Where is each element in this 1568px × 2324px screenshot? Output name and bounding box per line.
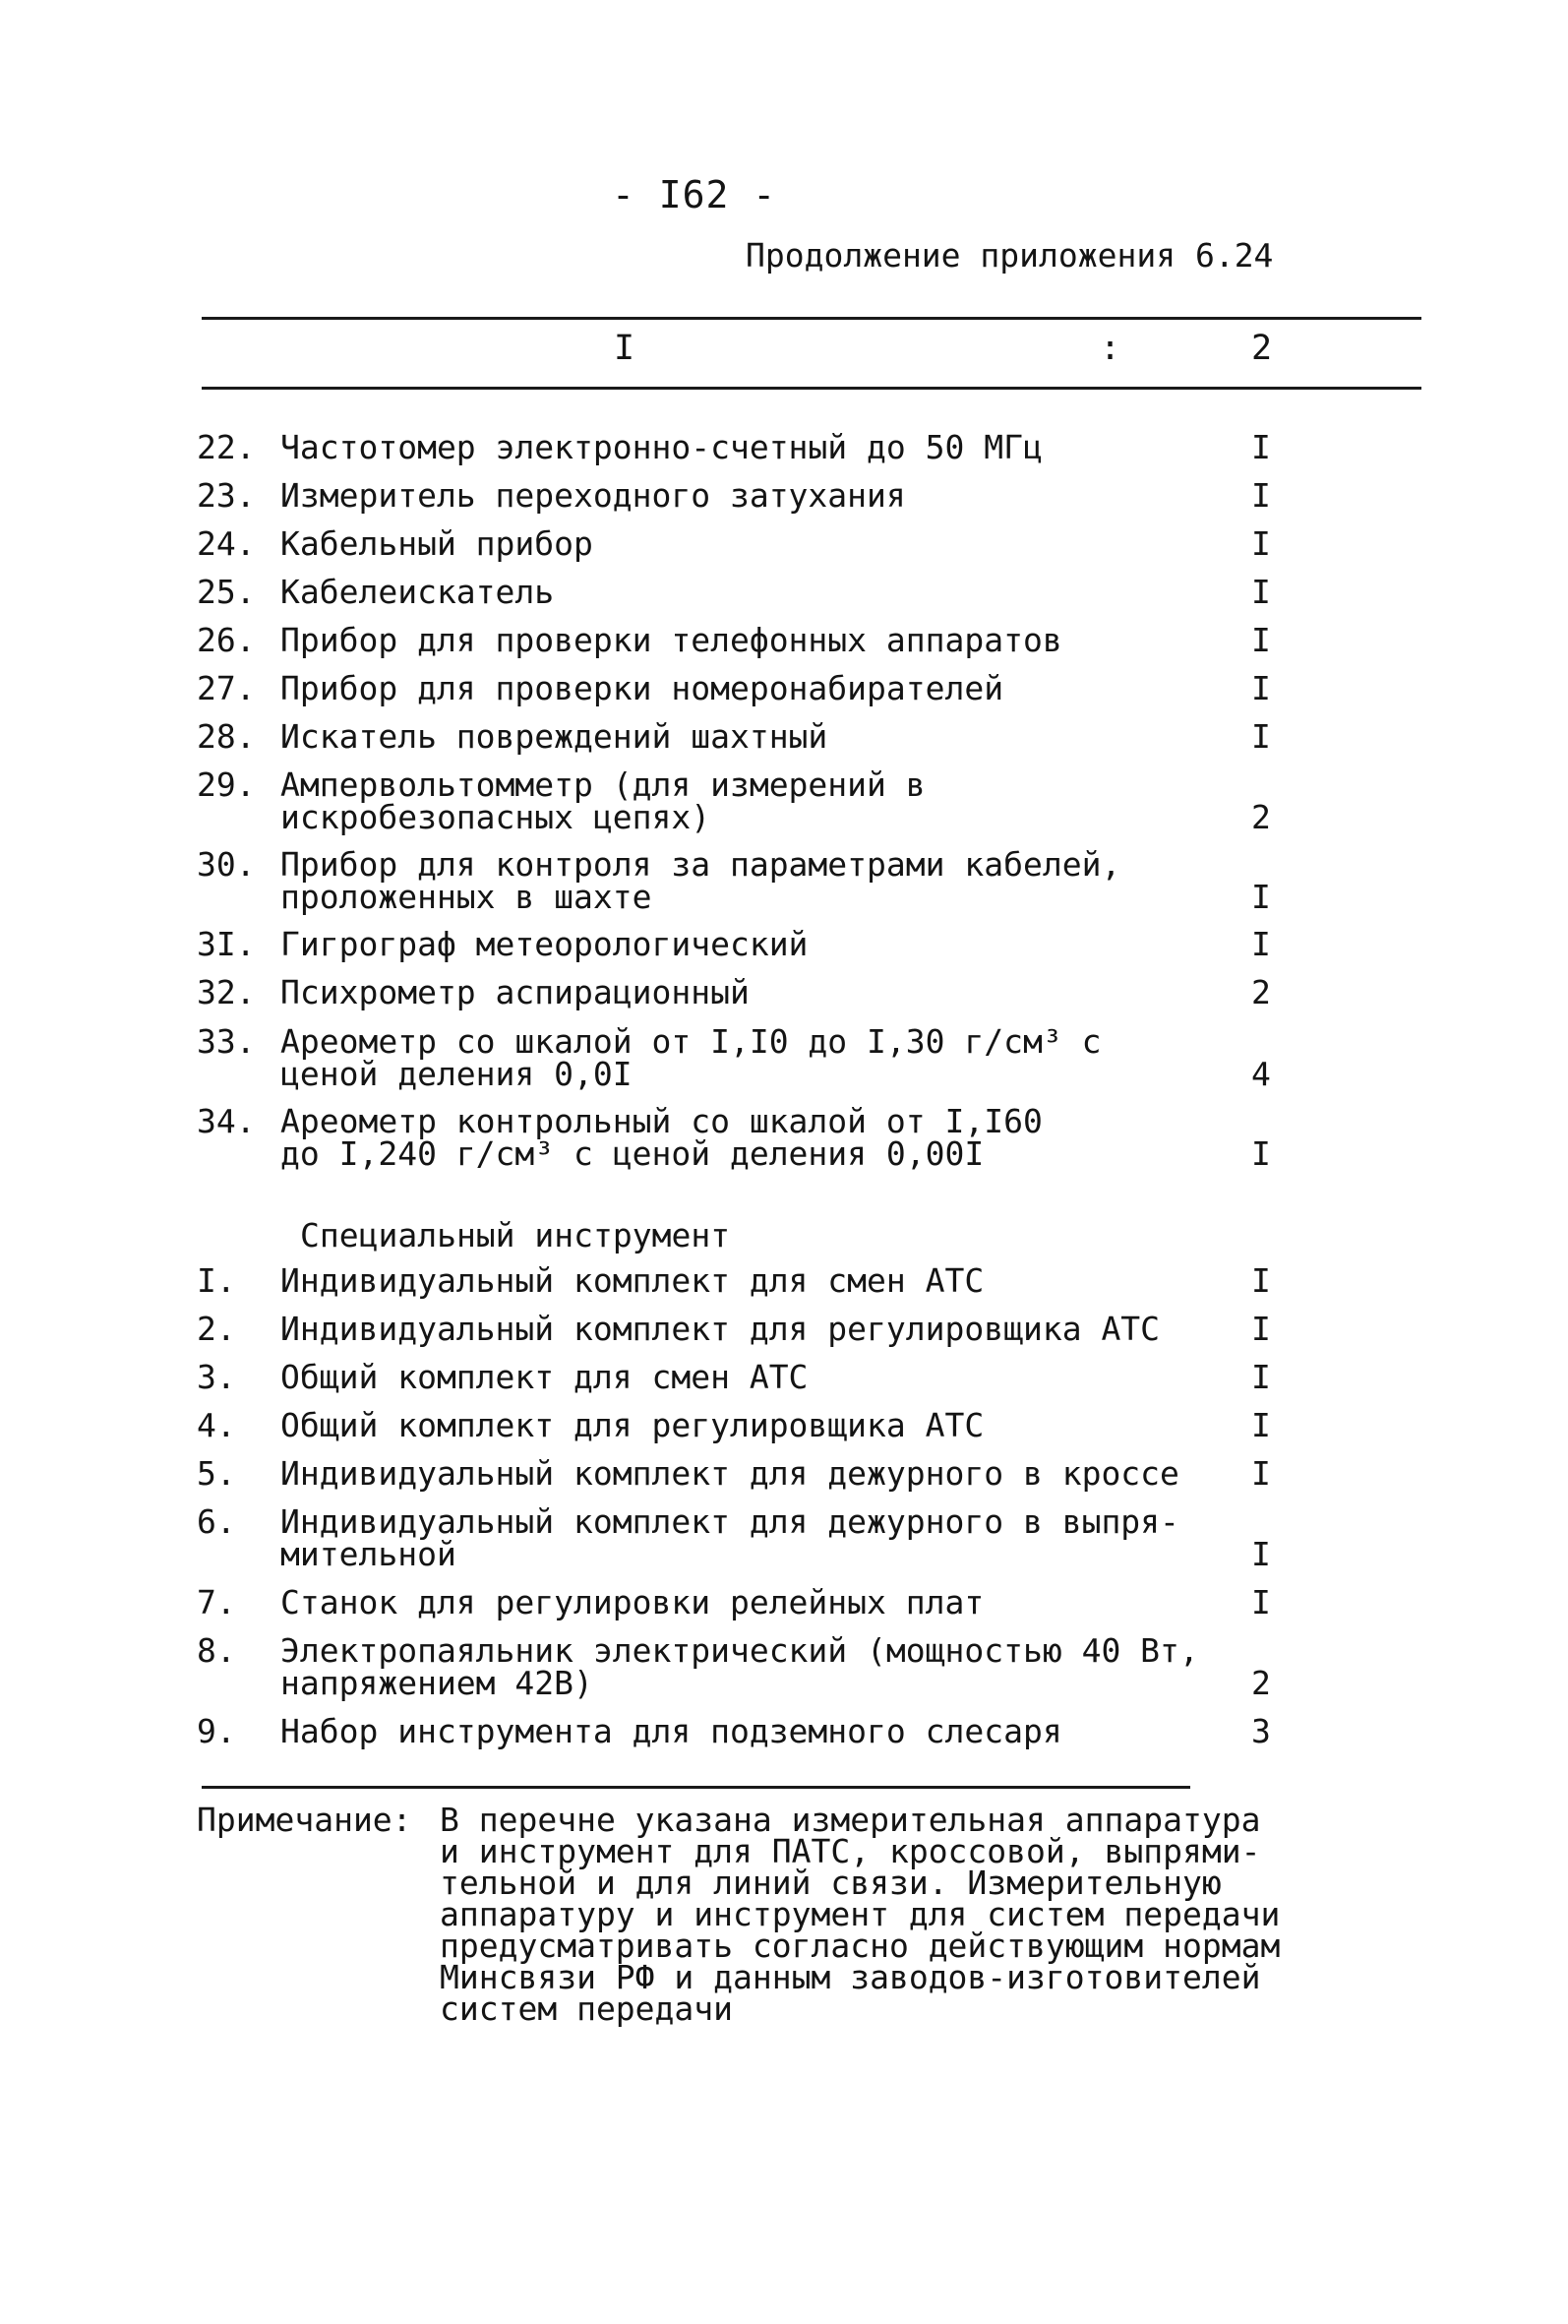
note-label: Примечание: [197, 1801, 412, 1839]
item-quantity: I [1251, 878, 1271, 916]
item-text: Ареометр со шкалой от I,I0 до I,30 г/см³ с ценой деления 0,0I [280, 1022, 1102, 1093]
item-text: Индивидуальный комплект для смен АТС [280, 1261, 985, 1300]
item-quantity: I [1251, 1406, 1271, 1444]
item-text: Станок для регулировки релейных плат [280, 1583, 985, 1621]
item-quantity: 2 [1251, 798, 1271, 836]
note-text: В перечне указана измерительная аппаратура и инструмент для ПАТС, кроссовой, выпрями- тельной и для линий связи. Измерительную аппаратуру и инструмент для систем передачи предусматривать согласно действующим нормам Минсвязи РФ и данным заводов-изготовителей систем передачи [440, 1801, 1281, 2028]
item-quantity: I [1251, 1454, 1271, 1493]
table-bottom-rule [202, 1786, 1190, 1789]
item-number: 29. [197, 765, 256, 804]
item-number: 34. [197, 1102, 256, 1140]
item-quantity: I [1251, 1358, 1271, 1396]
item-number: 24. [197, 524, 256, 563]
item-number: 7. [197, 1583, 236, 1621]
item-quantity: 3 [1251, 1712, 1271, 1750]
item-text: Индивидуальный комплект для дежурного в кроссе [280, 1454, 1179, 1493]
item-quantity: I [1251, 925, 1271, 963]
item-text: Ампервольтомметр (для измерений в искробезопасных цепях) [280, 765, 926, 836]
item-text: Прибор для контроля за параметрами кабелей, проложенных в шахте [280, 845, 1121, 916]
table-header-rule [202, 387, 1421, 390]
item-text: Искатель повреждений шахтный [280, 717, 828, 756]
item-text: Кабельный прибор [280, 524, 593, 563]
item-number: 2. [197, 1310, 236, 1348]
item-quantity: I [1251, 573, 1271, 611]
item-text: Общий комплект для смен АТС [280, 1358, 809, 1396]
item-quantity: I [1251, 1134, 1271, 1173]
item-quantity: I [1251, 717, 1271, 756]
item-number: 27. [197, 669, 256, 707]
item-text: Кабелеискатель [280, 573, 555, 611]
item-number: 23. [197, 476, 256, 515]
item-text: Индивидуальный комплект для дежурного в выпря- мительной [280, 1502, 1179, 1573]
item-quantity: I [1251, 524, 1271, 563]
item-number: 22. [197, 428, 256, 466]
item-number: 9. [197, 1712, 236, 1750]
item-quantity: I [1251, 1535, 1271, 1573]
item-number: 3. [197, 1358, 236, 1396]
item-quantity: 2 [1251, 973, 1271, 1011]
page-number: - I62 - [612, 173, 777, 216]
item-number: 25. [197, 573, 256, 611]
item-text: Индивидуальный комплект для регулировщика АТС [280, 1310, 1161, 1348]
item-text: Прибор для проверки номеронабирателей [280, 669, 1004, 707]
item-number: 5. [197, 1454, 236, 1493]
item-number: 3I. [197, 925, 256, 963]
item-number: I. [197, 1261, 236, 1300]
item-quantity: I [1251, 1310, 1271, 1348]
item-quantity: I [1251, 1583, 1271, 1621]
item-quantity: 4 [1251, 1055, 1271, 1093]
item-text: Гигрограф метеорологический [280, 925, 809, 963]
item-text: Общий комплект для регулировщика АТС [280, 1406, 985, 1444]
item-text: Частотомер электронно-счетный до 50 МГц [280, 428, 1043, 466]
item-number: 6. [197, 1502, 236, 1541]
item-quantity: I [1251, 669, 1271, 707]
item-quantity: 2 [1251, 1664, 1271, 1702]
column-header-1: I [614, 329, 635, 368]
item-number: 4. [197, 1406, 236, 1444]
item-number: 8. [197, 1631, 236, 1670]
item-quantity: I [1251, 1261, 1271, 1300]
item-number: 33. [197, 1022, 256, 1061]
column-header-separator: : [1100, 329, 1121, 368]
continuation-heading: Продолжение приложения 6.24 [746, 236, 1274, 275]
item-text: Электропаяльник электрический (мощностью 40 Вт, напряжением 42В) [280, 1631, 1199, 1702]
item-text: Набор инструмента для подземного слесаря [280, 1712, 1062, 1750]
item-text: Прибор для проверки телефонных аппаратов [280, 621, 1062, 659]
item-quantity: I [1251, 428, 1271, 466]
item-quantity: I [1251, 621, 1271, 659]
item-number: 28. [197, 717, 256, 756]
item-text: Психрометр аспирационный [280, 973, 750, 1011]
table-top-rule [202, 317, 1421, 320]
column-header-2: 2 [1251, 329, 1273, 368]
item-number: 30. [197, 845, 256, 884]
section-title-special-tools: Специальный инструмент [300, 1216, 731, 1254]
item-number: 26. [197, 621, 256, 659]
item-text: Измеритель переходного затухания [280, 476, 906, 515]
item-text: Ареометр контрольный со шкалой от I,I60 до I,240 г/см³ с ценой деления 0,00I [280, 1102, 1043, 1173]
item-quantity: I [1251, 476, 1271, 515]
item-number: 32. [197, 973, 256, 1011]
